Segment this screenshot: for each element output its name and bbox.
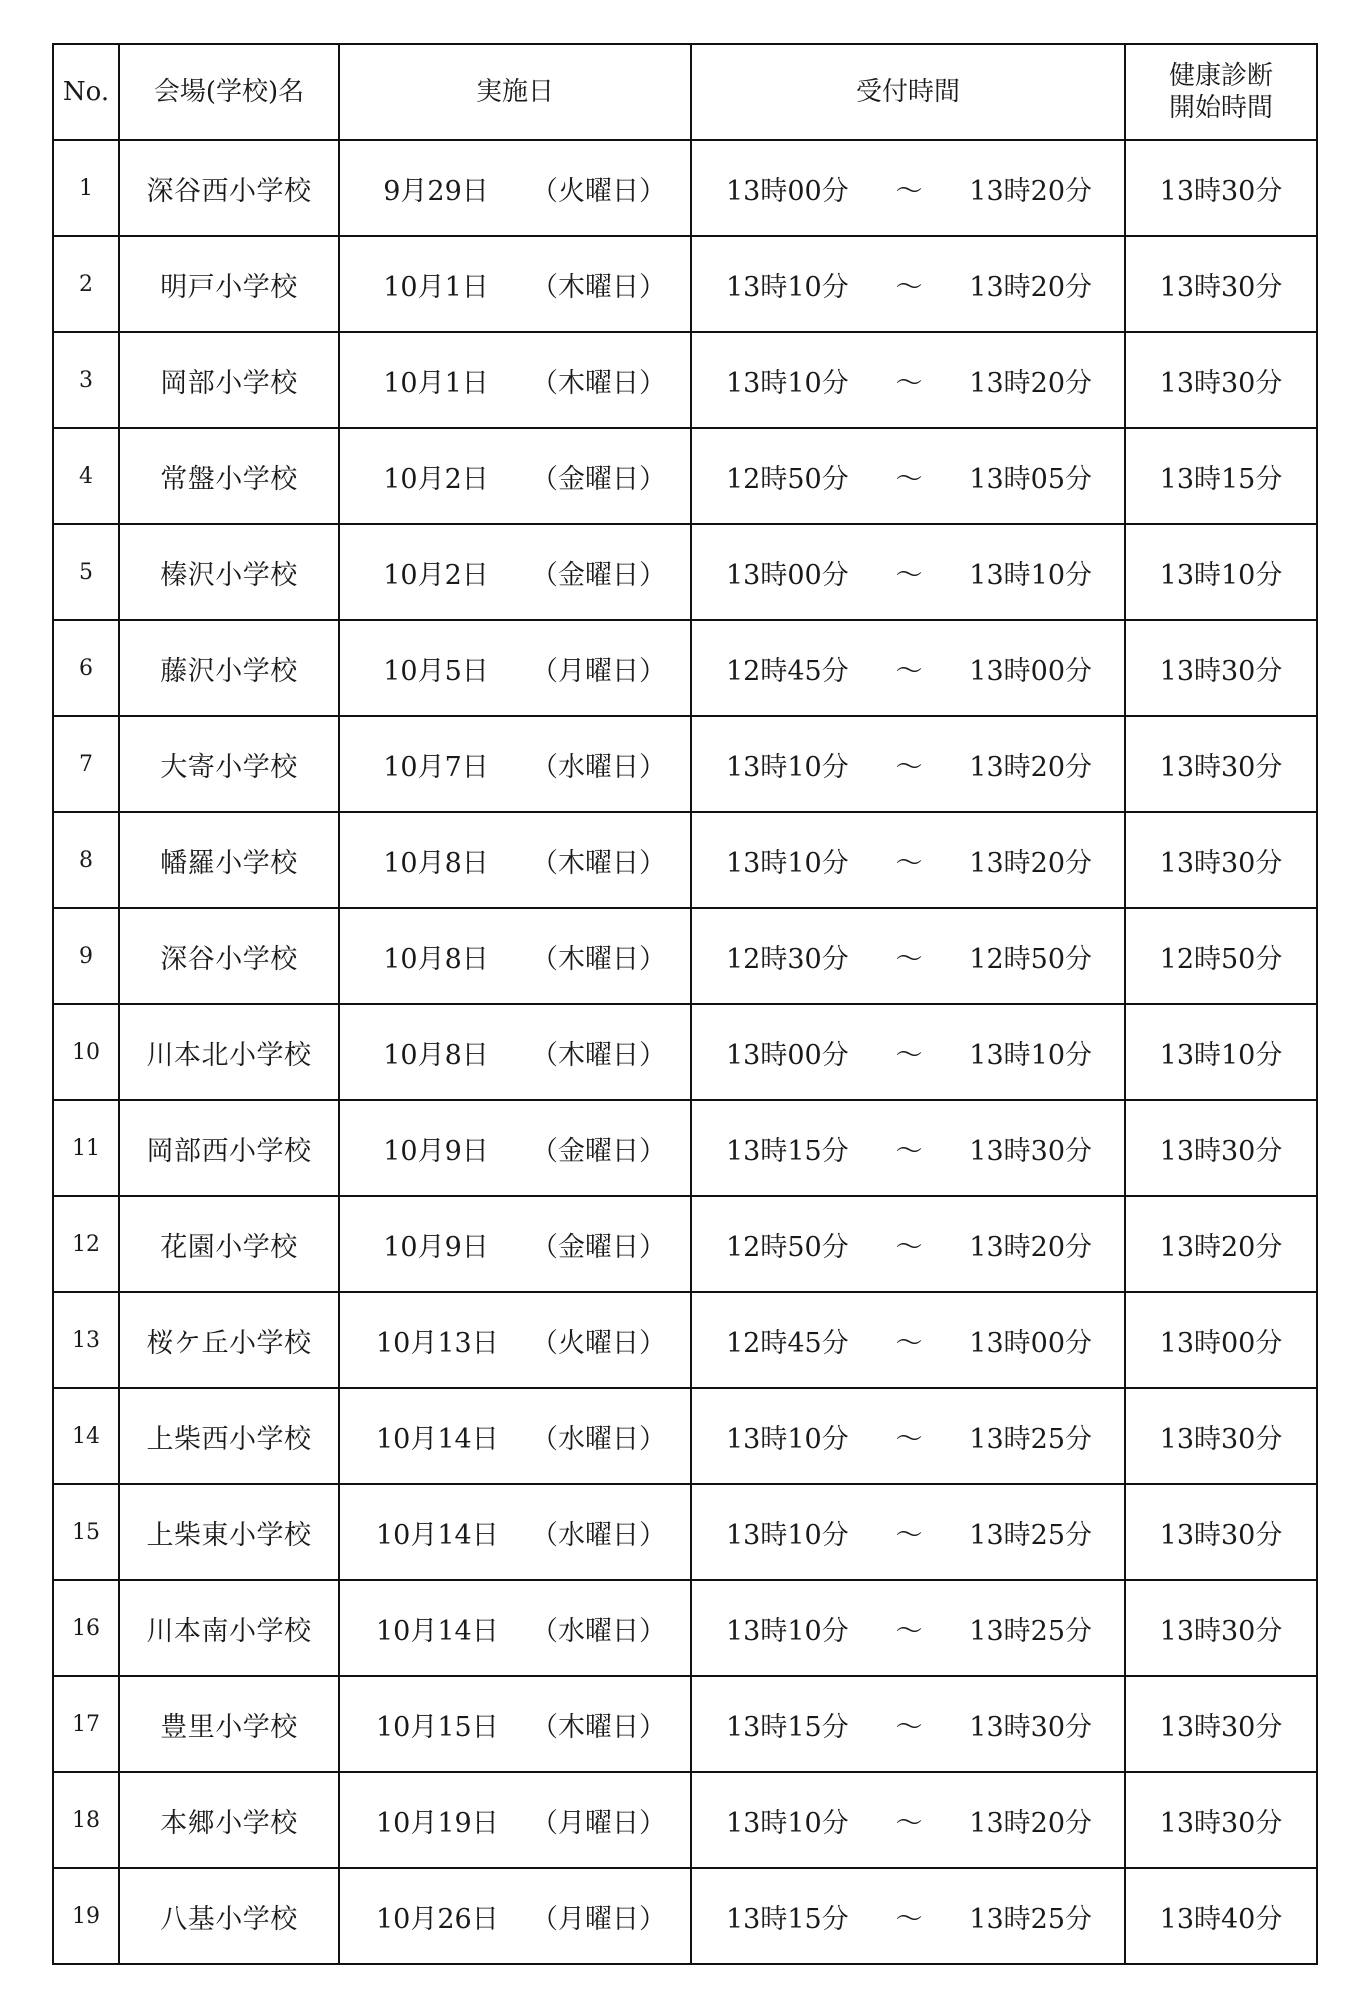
table-row [53, 620, 1317, 716]
schedule-document [52, 43, 1316, 1965]
date-value: 10月1日 [383, 367, 489, 399]
range-separator: ～ [895, 367, 923, 399]
reception-to: 13時05分 [969, 463, 1092, 495]
reception-time-cell [691, 1196, 1125, 1292]
weekday-value: （金曜日） [531, 1231, 666, 1263]
reception-from: 13時10分 [726, 1807, 849, 1839]
reception-from: 13時10分 [726, 751, 849, 783]
weekday-value: （金曜日） [531, 1135, 666, 1167]
date-value: 10月14日 [376, 1615, 499, 1647]
checkup-start-time: 13時30分 [1125, 1484, 1317, 1580]
table-row [53, 1100, 1317, 1196]
reception-time-cell [691, 620, 1125, 716]
range-separator: ～ [895, 1327, 923, 1359]
date-value: 10月5日 [383, 655, 489, 687]
reception-to: 13時20分 [969, 367, 1092, 399]
reception-to: 13時00分 [969, 1327, 1092, 1359]
reception-from: 13時00分 [726, 1039, 849, 1071]
checkup-start-time: 13時30分 [1125, 1580, 1317, 1676]
weekday-value: （金曜日） [531, 463, 666, 495]
school-name: 深谷小学校 [119, 908, 339, 1004]
school-name: 川本南小学校 [119, 1580, 339, 1676]
reception-time-cell [691, 1004, 1125, 1100]
checkup-start-time: 13時30分 [1125, 1772, 1317, 1868]
range-separator: ～ [895, 751, 923, 783]
table-body [53, 140, 1317, 1964]
date-cell [339, 1484, 691, 1580]
reception-time-cell [691, 1868, 1125, 1964]
checkup-start-time: 13時20分 [1125, 1196, 1317, 1292]
weekday-value: （月曜日） [531, 1807, 666, 1839]
reception-from: 12時45分 [726, 1327, 849, 1359]
row-number: 16 [53, 1580, 119, 1676]
school-name: 幡羅小学校 [119, 812, 339, 908]
table-row [53, 812, 1317, 908]
reception-to: 13時30分 [969, 1711, 1092, 1743]
reception-from: 12時50分 [726, 463, 849, 495]
date-value: 9月29日 [383, 175, 489, 207]
row-number: 5 [53, 524, 119, 620]
date-value: 10月7日 [383, 751, 489, 783]
row-number: 19 [53, 1868, 119, 1964]
weekday-value: （火曜日） [531, 1327, 666, 1359]
table-row [53, 908, 1317, 1004]
checkup-start-time: 13時15分 [1125, 428, 1317, 524]
date-value: 10月15日 [376, 1711, 499, 1743]
range-separator: ～ [895, 559, 923, 591]
reception-from: 12時30分 [726, 943, 849, 975]
weekday-value: （月曜日） [531, 1903, 666, 1935]
range-separator: ～ [895, 463, 923, 495]
checkup-start-time: 13時30分 [1125, 620, 1317, 716]
date-value: 10月2日 [383, 463, 489, 495]
school-name: 桜ケ丘小学校 [119, 1292, 339, 1388]
checkup-start-time: 13時30分 [1125, 236, 1317, 332]
reception-from: 13時10分 [726, 1519, 849, 1551]
checkup-start-time: 13時30分 [1125, 332, 1317, 428]
reception-to: 13時25分 [969, 1423, 1092, 1455]
table-row [53, 1484, 1317, 1580]
reception-to: 13時20分 [969, 175, 1092, 207]
school-name: 明戸小学校 [119, 236, 339, 332]
header-no: No. [53, 44, 119, 140]
reception-to: 13時20分 [969, 751, 1092, 783]
row-number: 6 [53, 620, 119, 716]
school-name: 上柴東小学校 [119, 1484, 339, 1580]
date-cell [339, 140, 691, 236]
checkup-start-time: 13時30分 [1125, 716, 1317, 812]
checkup-start-time: 13時30分 [1125, 1388, 1317, 1484]
reception-from: 13時15分 [726, 1903, 849, 1935]
header-checkup-line2: 開始時間 [1168, 93, 1273, 123]
checkup-start-time: 13時10分 [1125, 1004, 1317, 1100]
checkup-start-time: 13時10分 [1125, 524, 1317, 620]
row-number: 17 [53, 1676, 119, 1772]
weekday-value: （木曜日） [531, 1039, 666, 1071]
date-value: 10月9日 [383, 1135, 489, 1167]
school-name: 深谷西小学校 [119, 140, 339, 236]
reception-to: 13時10分 [969, 559, 1092, 591]
row-number: 10 [53, 1004, 119, 1100]
school-name: 岡部小学校 [119, 332, 339, 428]
date-cell [339, 1100, 691, 1196]
date-value: 10月14日 [376, 1519, 499, 1551]
date-cell [339, 236, 691, 332]
row-number: 11 [53, 1100, 119, 1196]
reception-from: 13時15分 [726, 1135, 849, 1167]
date-cell [339, 1292, 691, 1388]
range-separator: ～ [895, 655, 923, 687]
reception-time-cell [691, 428, 1125, 524]
reception-from: 12時45分 [726, 655, 849, 687]
table-row [53, 1868, 1317, 1964]
date-cell [339, 428, 691, 524]
header-reception-time: 受付時間 [691, 44, 1125, 140]
reception-time-cell [691, 1388, 1125, 1484]
reception-time-cell [691, 1100, 1125, 1196]
date-value: 10月8日 [383, 847, 489, 879]
reception-from: 13時00分 [726, 559, 849, 591]
reception-time-cell [691, 908, 1125, 1004]
school-name: 八基小学校 [119, 1868, 339, 1964]
date-value: 10月26日 [376, 1903, 499, 1935]
reception-from: 13時00分 [726, 175, 849, 207]
checkup-start-time: 13時40分 [1125, 1868, 1317, 1964]
table-row [53, 524, 1317, 620]
date-cell [339, 716, 691, 812]
school-name: 花園小学校 [119, 1196, 339, 1292]
reception-to: 13時20分 [969, 271, 1092, 303]
row-number: 2 [53, 236, 119, 332]
reception-from: 13時10分 [726, 1423, 849, 1455]
reception-from: 13時10分 [726, 271, 849, 303]
weekday-value: （金曜日） [531, 559, 666, 591]
range-separator: ～ [895, 847, 923, 879]
table-row [53, 1580, 1317, 1676]
school-name: 上柴西小学校 [119, 1388, 339, 1484]
checkup-start-time: 12時50分 [1125, 908, 1317, 1004]
date-value: 10月8日 [383, 1039, 489, 1071]
reception-to: 13時20分 [969, 847, 1092, 879]
table-row [53, 1772, 1317, 1868]
date-value: 10月9日 [383, 1231, 489, 1263]
table-header-row [53, 44, 1317, 140]
reception-to: 12時50分 [969, 943, 1092, 975]
row-number: 1 [53, 140, 119, 236]
date-value: 10月2日 [383, 559, 489, 591]
date-cell [339, 812, 691, 908]
weekday-value: （月曜日） [531, 655, 666, 687]
school-name: 常盤小学校 [119, 428, 339, 524]
date-value: 10月1日 [383, 271, 489, 303]
range-separator: ～ [895, 1039, 923, 1071]
table-row [53, 1196, 1317, 1292]
reception-time-cell [691, 524, 1125, 620]
range-separator: ～ [895, 271, 923, 303]
header-checkup-start [1125, 44, 1317, 140]
reception-from: 13時10分 [726, 847, 849, 879]
range-separator: ～ [895, 943, 923, 975]
school-name: 岡部西小学校 [119, 1100, 339, 1196]
row-number: 14 [53, 1388, 119, 1484]
school-name: 大寄小学校 [119, 716, 339, 812]
weekday-value: （木曜日） [531, 367, 666, 399]
date-value: 10月19日 [376, 1807, 499, 1839]
checkup-start-time: 13時30分 [1125, 140, 1317, 236]
range-separator: ～ [895, 1615, 923, 1647]
date-cell [339, 908, 691, 1004]
reception-from: 13時15分 [726, 1711, 849, 1743]
school-name: 川本北小学校 [119, 1004, 339, 1100]
checkup-start-time: 13時30分 [1125, 812, 1317, 908]
reception-to: 13時20分 [969, 1231, 1092, 1263]
weekday-value: （木曜日） [531, 943, 666, 975]
row-number: 12 [53, 1196, 119, 1292]
table-row [53, 716, 1317, 812]
row-number: 4 [53, 428, 119, 524]
reception-to: 13時00分 [969, 655, 1092, 687]
date-cell [339, 1196, 691, 1292]
date-cell [339, 1868, 691, 1964]
table-row [53, 428, 1317, 524]
row-number: 7 [53, 716, 119, 812]
table-row [53, 140, 1317, 236]
reception-to: 13時25分 [969, 1519, 1092, 1551]
range-separator: ～ [895, 1711, 923, 1743]
weekday-value: （木曜日） [531, 1711, 666, 1743]
reception-from: 12時50分 [726, 1231, 849, 1263]
weekday-value: （水曜日） [531, 751, 666, 783]
reception-from: 13時10分 [726, 1615, 849, 1647]
row-number: 13 [53, 1292, 119, 1388]
reception-time-cell [691, 716, 1125, 812]
reception-time-cell [691, 1580, 1125, 1676]
weekday-value: （火曜日） [531, 175, 666, 207]
date-cell [339, 1772, 691, 1868]
checkup-start-time: 13時30分 [1125, 1676, 1317, 1772]
reception-time-cell [691, 1484, 1125, 1580]
date-cell [339, 1004, 691, 1100]
header-venue: 会場(学校)名 [119, 44, 339, 140]
range-separator: ～ [895, 1135, 923, 1167]
table-row [53, 1676, 1317, 1772]
reception-from: 13時10分 [726, 367, 849, 399]
date-cell [339, 1580, 691, 1676]
school-name: 藤沢小学校 [119, 620, 339, 716]
reception-time-cell [691, 812, 1125, 908]
school-name: 本郷小学校 [119, 1772, 339, 1868]
reception-to: 13時25分 [969, 1615, 1092, 1647]
range-separator: ～ [895, 1903, 923, 1935]
reception-time-cell [691, 140, 1125, 236]
table-row [53, 1004, 1317, 1100]
weekday-value: （水曜日） [531, 1519, 666, 1551]
date-cell [339, 524, 691, 620]
range-separator: ～ [895, 1807, 923, 1839]
date-cell [339, 1388, 691, 1484]
date-value: 10月14日 [376, 1423, 499, 1455]
table-row [53, 236, 1317, 332]
school-name: 榛沢小学校 [119, 524, 339, 620]
table-row [53, 1292, 1317, 1388]
row-number: 8 [53, 812, 119, 908]
date-cell [339, 1676, 691, 1772]
range-separator: ～ [895, 1519, 923, 1551]
reception-to: 13時10分 [969, 1039, 1092, 1071]
reception-time-cell [691, 1772, 1125, 1868]
reception-time-cell [691, 1292, 1125, 1388]
weekday-value: （水曜日） [531, 1423, 666, 1455]
weekday-value: （木曜日） [531, 271, 666, 303]
weekday-value: （水曜日） [531, 1615, 666, 1647]
school-name: 豊里小学校 [119, 1676, 339, 1772]
reception-time-cell [691, 1676, 1125, 1772]
range-separator: ～ [895, 1231, 923, 1263]
table-row [53, 1388, 1317, 1484]
header-checkup-line1: 健康診断 [1168, 61, 1273, 91]
checkup-start-time: 13時00分 [1125, 1292, 1317, 1388]
row-number: 9 [53, 908, 119, 1004]
date-value: 10月13日 [376, 1327, 499, 1359]
reception-to: 13時20分 [969, 1807, 1092, 1839]
range-separator: ～ [895, 175, 923, 207]
date-value: 10月8日 [383, 943, 489, 975]
row-number: 3 [53, 332, 119, 428]
weekday-value: （木曜日） [531, 847, 666, 879]
row-number: 18 [53, 1772, 119, 1868]
row-number: 15 [53, 1484, 119, 1580]
reception-to: 13時25分 [969, 1903, 1092, 1935]
reception-to: 13時30分 [969, 1135, 1092, 1167]
reception-time-cell [691, 332, 1125, 428]
reception-time-cell [691, 236, 1125, 332]
date-cell [339, 332, 691, 428]
table-row [53, 332, 1317, 428]
header-date: 実施日 [339, 44, 691, 140]
range-separator: ～ [895, 1423, 923, 1455]
checkup-schedule-table [52, 43, 1318, 1965]
date-cell [339, 620, 691, 716]
checkup-start-time: 13時30分 [1125, 1100, 1317, 1196]
